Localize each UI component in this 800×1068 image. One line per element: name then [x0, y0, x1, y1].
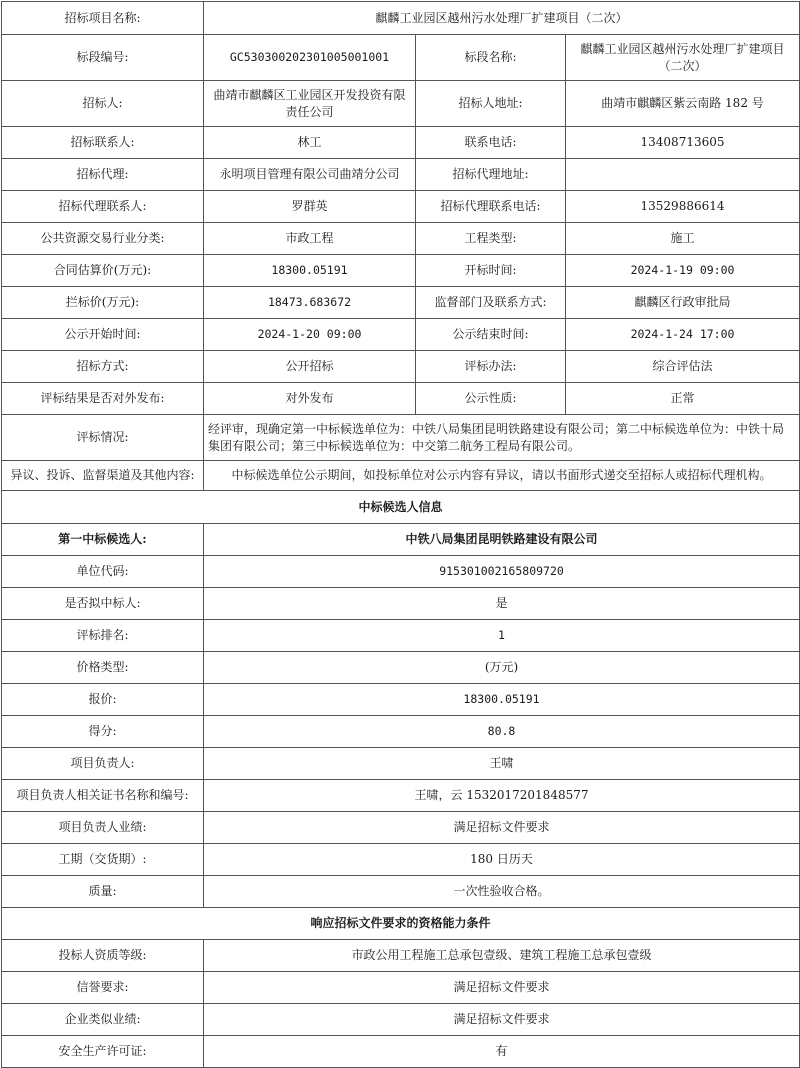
- table-row: [2, 351, 800, 383]
- section-name-value: 麒麟工业园区越州污水处理厂扩建项目（二次）: [566, 35, 800, 81]
- table-row: [2, 684, 800, 716]
- section-header: [2, 491, 800, 524]
- section-code-label: 标段编号:: [2, 35, 204, 81]
- quote-label: 报价:: [2, 684, 204, 716]
- rank-label: 评标排名:: [2, 620, 204, 652]
- industry-value: 市政工程: [204, 223, 416, 255]
- table-row: [2, 780, 800, 812]
- estimate-label: 合同估算价(万元):: [2, 255, 204, 287]
- section-header: [2, 908, 800, 940]
- opening-time-value: 2024-1-19 09:00: [566, 255, 800, 287]
- agency-address-label: 招标代理地址:: [416, 159, 566, 191]
- notice-nature-label: 公示性质:: [416, 383, 566, 415]
- candidate-value: 中铁八局集团昆明铁路建设有限公司: [204, 524, 800, 556]
- agency-label: 招标代理:: [2, 159, 204, 191]
- similar-record-label: 企业类似业绩:: [2, 1004, 204, 1036]
- manager-record-value: 满足招标文件要求: [204, 812, 800, 844]
- table-row: [2, 2, 800, 35]
- manager-cert-value: 王啸，云 1532017201848577: [204, 780, 800, 812]
- opening-time-label: 开标时间:: [416, 255, 566, 287]
- table-row: [2, 940, 800, 972]
- table-row: [2, 415, 800, 461]
- tenderer-label: 招标人:: [2, 81, 204, 127]
- table-row: [2, 652, 800, 684]
- manager-record-label: 项目负责人业绩:: [2, 812, 204, 844]
- table-row: [2, 255, 800, 287]
- bid-result-table: [1, 1, 800, 1068]
- table-row: [2, 35, 800, 81]
- contact-value: 林工: [204, 127, 416, 159]
- eval-situation-label: 评标情况:: [2, 415, 204, 461]
- score-value: 80.8: [204, 716, 800, 748]
- phone-label: 联系电话:: [416, 127, 566, 159]
- qualification-level-value: 市政公用工程施工总承包壹级、建筑工程施工总承包壹级: [204, 940, 800, 972]
- manager-cert-label: 项目负责人相关证书名称和编号:: [2, 780, 204, 812]
- table-row: [2, 812, 800, 844]
- proposed-winner-label: 是否拟中标人:: [2, 588, 204, 620]
- org-code-value: 915301002165809720: [204, 556, 800, 588]
- credit-value: 满足招标文件要求: [204, 972, 800, 1004]
- table-row: [2, 972, 800, 1004]
- quality-label: 质量:: [2, 876, 204, 908]
- table-row: [2, 191, 800, 223]
- tender-method-value: 公开招标: [204, 351, 416, 383]
- eval-method-value: 综合评估法: [566, 351, 800, 383]
- quality-value: 一次性验收合格。: [204, 876, 800, 908]
- agency-value: 永明项目管理有限公司曲靖分公司: [204, 159, 416, 191]
- credit-label: 信誉要求:: [2, 972, 204, 1004]
- safety-license-label: 安全生产许可证:: [2, 1036, 204, 1068]
- table-row: [2, 620, 800, 652]
- quote-value: 18300.05191: [204, 684, 800, 716]
- section-name-label: 标段名称:: [416, 35, 566, 81]
- table-row: [2, 383, 800, 415]
- project-type-label: 工程类型:: [416, 223, 566, 255]
- contact-label: 招标联系人:: [2, 127, 204, 159]
- manager-label: 项目负责人:: [2, 748, 204, 780]
- notice-nature-value: 正常: [566, 383, 800, 415]
- project-name-value: 麒麟工业园区越州污水处理厂扩建项目（二次）: [204, 2, 800, 35]
- similar-record-value: 满足招标文件要求: [204, 1004, 800, 1036]
- tender-method-label: 招标方式:: [2, 351, 204, 383]
- publish-label: 评标结果是否对外发布:: [2, 383, 204, 415]
- manager-value: 王啸: [204, 748, 800, 780]
- supervisor-label: 监督部门及联系方式:: [416, 287, 566, 319]
- safety-license-value: 有: [204, 1036, 800, 1068]
- agency-contact-value: 罗群英: [204, 191, 416, 223]
- score-label: 得分:: [2, 716, 204, 748]
- agency-phone-label: 招标代理联系电话:: [416, 191, 566, 223]
- org-code-label: 单位代码:: [2, 556, 204, 588]
- table-row: [2, 556, 800, 588]
- publish-value: 对外发布: [204, 383, 416, 415]
- table-row: [2, 319, 800, 351]
- table-row: [2, 81, 800, 127]
- price-type-value: (万元): [204, 652, 800, 684]
- project-type-value: 施工: [566, 223, 800, 255]
- table-row: [2, 716, 800, 748]
- estimate-value: 18300.05191: [204, 255, 416, 287]
- table-row: [2, 287, 800, 319]
- duration-label: 工期（交货期）:: [2, 844, 204, 876]
- phone-value: 13408713605: [566, 127, 800, 159]
- table-row: [2, 588, 800, 620]
- agency-phone-value: 13529886614: [566, 191, 800, 223]
- table-row: [2, 461, 800, 491]
- eval-method-label: 评标办法:: [416, 351, 566, 383]
- agency-contact-label: 招标代理联系人:: [2, 191, 204, 223]
- table-row: [2, 1004, 800, 1036]
- qualification-level-label: 投标人资质等级:: [2, 940, 204, 972]
- agency-address-value: [566, 159, 800, 191]
- qualification-section-title: 响应招标文件要求的资格能力条件: [2, 908, 800, 940]
- rank-value: 1: [204, 620, 800, 652]
- candidate-section-title: 中标候选人信息: [2, 491, 800, 524]
- table-row: [2, 748, 800, 780]
- max-price-value: 18473.683672: [204, 287, 416, 319]
- objection-label: 异议、投诉、监督渠道及其他内容:: [2, 461, 204, 491]
- tenderer-address-value: 曲靖市麒麟区紫云南路 182 号: [566, 81, 800, 127]
- table-row: [2, 1036, 800, 1068]
- project-name-label: 招标项目名称:: [2, 2, 204, 35]
- notice-end-label: 公示结束时间:: [416, 319, 566, 351]
- tenderer-address-label: 招标人地址:: [416, 81, 566, 127]
- table-row: [2, 876, 800, 908]
- notice-start-value: 2024-1-20 09:00: [204, 319, 416, 351]
- table-row: [2, 844, 800, 876]
- duration-value: 180 日历天: [204, 844, 800, 876]
- proposed-winner-value: 是: [204, 588, 800, 620]
- table-row: [2, 159, 800, 191]
- table-row: [2, 223, 800, 255]
- supervisor-value: 麒麟区行政审批局: [566, 287, 800, 319]
- candidate-label: 第一中标候选人:: [2, 524, 204, 556]
- notice-end-value: 2024-1-24 17:00: [566, 319, 800, 351]
- tenderer-value: 曲靖市麒麟区工业园区开发投资有限责任公司: [204, 81, 416, 127]
- eval-situation-value: 经评审，现确定第一中标候选单位为：中铁八局集团昆明铁路建设有限公司；第二中标候选单位为：中铁十局集团有限公司；第三中标候选单位为：中交第二航务工程局有限公司。: [204, 415, 800, 461]
- table-row: [2, 127, 800, 159]
- objection-value: 中标候选单位公示期间，如投标单位对公示内容有异议，请以书面形式递交至招标人或招标代理机构。: [204, 461, 800, 491]
- max-price-label: 拦标价(万元):: [2, 287, 204, 319]
- notice-start-label: 公示开始时间:: [2, 319, 204, 351]
- section-code-value: GC530300202301005001001: [204, 35, 416, 81]
- table-row: [2, 524, 800, 556]
- price-type-label: 价格类型:: [2, 652, 204, 684]
- industry-label: 公共资源交易行业分类:: [2, 223, 204, 255]
